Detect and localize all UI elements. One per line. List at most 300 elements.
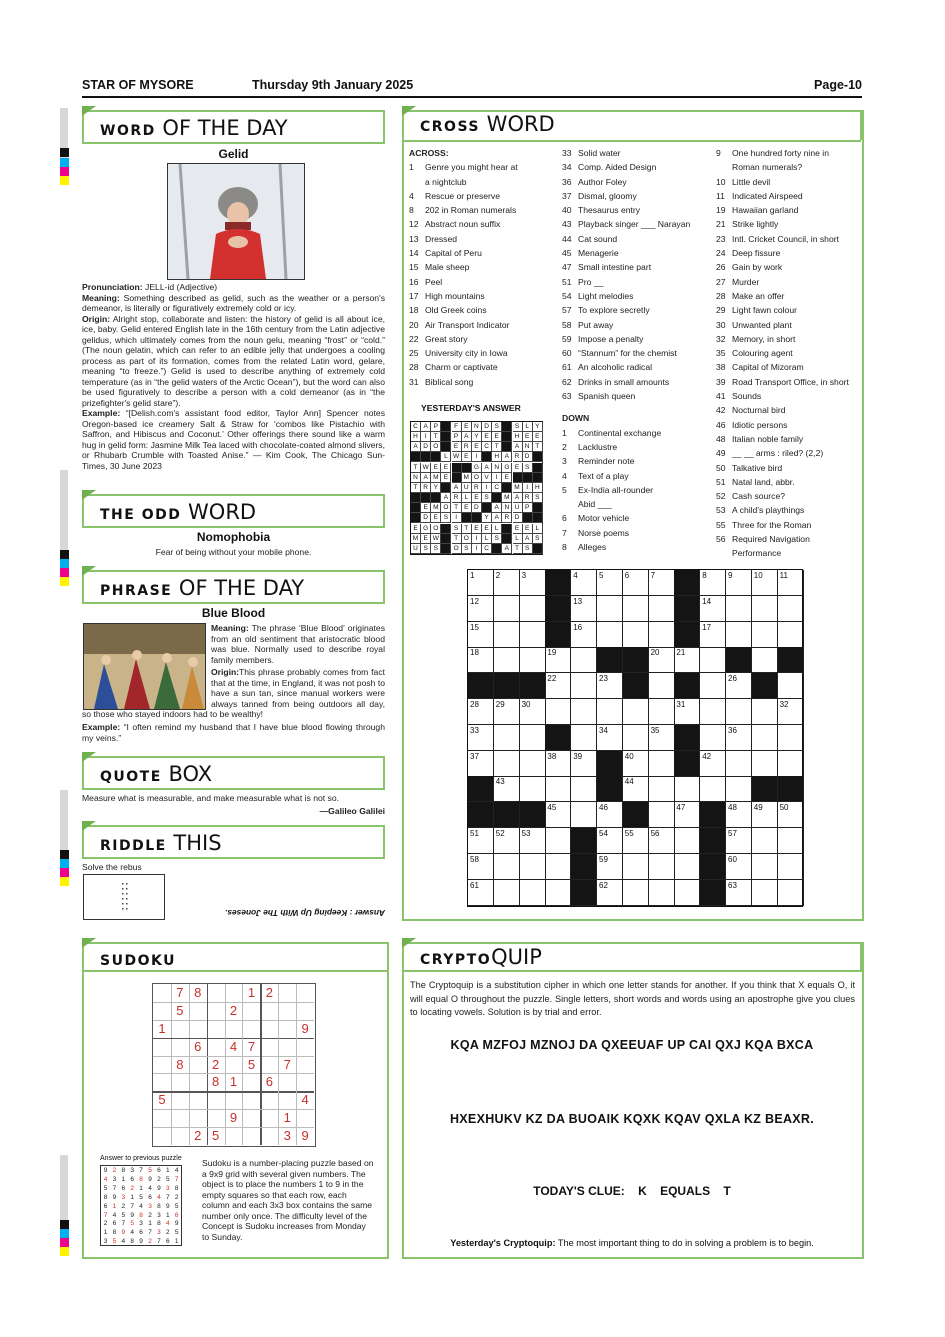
answer-letter: A <box>421 473 431 483</box>
clue-list <box>716 146 860 561</box>
sudoku-empty-cell[interactable] <box>207 984 225 1002</box>
answer-letter: Y <box>482 513 492 523</box>
sudoku-empty-cell[interactable] <box>296 1109 314 1127</box>
crossword-cell[interactable] <box>494 647 520 673</box>
sudoku-empty-cell[interactable] <box>207 1020 225 1038</box>
crossword-cell[interactable] <box>545 647 571 673</box>
cell-number: 9 <box>728 571 733 580</box>
banner-underline <box>403 140 861 142</box>
clue-text: Alleges <box>578 542 607 553</box>
answer-digit: 4 <box>103 1175 108 1183</box>
cell-number: 49 <box>753 803 763 813</box>
sudoku-empty-cell[interactable] <box>260 1091 278 1109</box>
banner-title-big: QUIP <box>491 945 542 969</box>
clue-number: 9 <box>716 148 721 158</box>
crossword-cell[interactable] <box>545 854 571 880</box>
answer-letter: P <box>431 422 441 432</box>
clue-item <box>716 532 860 546</box>
crossword-cell[interactable] <box>520 751 546 777</box>
crossword-cell[interactable] <box>649 622 675 648</box>
cell-number: 7 <box>650 571 656 580</box>
clue-item <box>562 440 712 454</box>
crossword-cell[interactable] <box>494 776 520 802</box>
crossword-cell[interactable] <box>494 596 520 622</box>
sudoku-given: 9 <box>229 1110 238 1126</box>
sudoku-empty-cell[interactable] <box>153 1038 171 1056</box>
crossword-cell[interactable] <box>649 699 675 725</box>
clue-text: Continental exchange <box>578 427 662 438</box>
clue-item <box>716 318 860 332</box>
sudoku-empty-cell[interactable] <box>242 1091 260 1109</box>
crossword-cell[interactable] <box>752 622 778 648</box>
register-swatch <box>60 176 69 185</box>
answer-letter: A <box>411 442 421 452</box>
crossword-cell[interactable] <box>700 622 726 648</box>
crossword-cell[interactable] <box>494 828 520 854</box>
clue-number: 42 <box>716 405 726 416</box>
crossword-cell[interactable] <box>571 751 597 777</box>
answer-letter: E <box>441 473 451 483</box>
sudoku-empty-cell[interactable] <box>278 1038 296 1056</box>
crossword-cell[interactable] <box>494 751 520 777</box>
crossword-cell[interactable] <box>778 725 804 751</box>
answer-digit: 4 <box>157 1193 161 1201</box>
crossword-cell[interactable] <box>545 776 571 802</box>
crossword-cell[interactable] <box>597 570 623 596</box>
clue-number <box>716 546 732 560</box>
answer-letter: U <box>411 544 421 554</box>
crossword-cell[interactable] <box>726 802 752 828</box>
crossword-cell[interactable] <box>674 854 700 880</box>
banner-title-big: OF THE DAY <box>155 116 288 140</box>
sudoku-empty-cell[interactable] <box>225 1127 243 1145</box>
clue-number: 25 <box>409 348 419 359</box>
crossword-cell[interactable] <box>520 570 546 596</box>
register-swatch <box>60 158 69 167</box>
clue-item <box>409 332 554 346</box>
crossword-cell[interactable] <box>726 596 752 622</box>
sudoku-empty-cell[interactable] <box>260 1056 278 1074</box>
cell-number: 2 <box>495 571 501 580</box>
crossword-cell[interactable] <box>752 699 778 725</box>
crossword-cell[interactable] <box>700 647 726 673</box>
crossword-cell[interactable] <box>571 725 597 751</box>
answer-letter: S <box>482 493 492 503</box>
answer-digit: 4 <box>121 1238 126 1246</box>
clue-text: Rescue or preserve <box>425 190 500 201</box>
sudoku-empty-cell[interactable] <box>207 1038 225 1056</box>
clue-text: Make an offer <box>732 290 785 301</box>
sudoku-empty-cell[interactable] <box>278 984 296 1002</box>
crossword-cell[interactable] <box>468 699 494 725</box>
sudoku-empty-cell[interactable] <box>153 1073 171 1091</box>
answer-letter: H <box>411 432 421 442</box>
crossword-cell[interactable] <box>597 622 623 648</box>
crossword-cell[interactable] <box>494 725 520 751</box>
clue-text: Solid water <box>578 148 621 158</box>
margin-bar <box>60 470 68 550</box>
crossword-cell[interactable] <box>700 673 726 699</box>
sudoku-empty-cell[interactable] <box>171 1091 189 1109</box>
answer-letter: Y <box>431 483 441 493</box>
crossword-cell[interactable] <box>778 570 804 596</box>
crossword-cell[interactable] <box>778 699 804 725</box>
crossword-cell[interactable] <box>752 647 778 673</box>
clue-number: 41 <box>716 391 726 402</box>
clue-item <box>409 303 554 317</box>
crossword-cell[interactable] <box>545 802 571 828</box>
answer-digit: 1 <box>112 1202 117 1210</box>
sudoku-empty-cell[interactable] <box>153 1002 171 1020</box>
crossword-cell[interactable] <box>726 776 752 802</box>
yesterday-cryptoquip-text: The most important thing to do in solving a problem is to begin. <box>555 1238 814 1248</box>
crossword-cell[interactable] <box>726 880 752 906</box>
crossword-cell[interactable] <box>597 699 623 725</box>
answer-letter: R <box>502 513 512 523</box>
crossword-cell[interactable] <box>571 699 597 725</box>
cell-number: 42 <box>702 751 712 761</box>
sudoku-empty-cell[interactable] <box>242 1109 260 1127</box>
clue-number: 56 <box>716 534 726 545</box>
answer-letter: E <box>411 524 421 534</box>
crossword-cell[interactable] <box>700 725 726 751</box>
sudoku-empty-cell[interactable] <box>278 1020 296 1038</box>
across-clues-col2 <box>562 146 712 554</box>
sudoku-empty-cell[interactable] <box>207 1091 225 1109</box>
answer-letter: S <box>533 534 543 544</box>
clue-number: 7 <box>562 527 567 538</box>
crossword-cell[interactable] <box>674 828 700 854</box>
sudoku-banner <box>82 942 389 972</box>
clue-number: 2 <box>562 441 567 452</box>
clue-item <box>716 160 860 174</box>
sudoku-empty-cell[interactable] <box>171 1038 189 1056</box>
crossword-cell[interactable] <box>700 751 726 777</box>
answer-digit: 6 <box>165 1238 170 1246</box>
sudoku-empty-cell[interactable] <box>171 1020 189 1038</box>
crossword-cell[interactable] <box>520 776 546 802</box>
banner-title-big: OF THE DAY <box>172 576 305 600</box>
sudoku-empty-cell[interactable] <box>153 1109 171 1127</box>
example: Example: “[Delish.com's assistant food editor, Taylor Ann] Spencer notes Oregon-based ice creamery Salt & Straw for ‘combos like Pistachio with Saffron, and Hibiscus and Coconut.’ Other offerings there sound like a warm hug in gelid form: Jasmine Milk Tea laced with chocolate-coated almond slivers, or Rhubarb Crumble with Toasted Anise.” — Kim Cook, The Chicago Sun-Times, 30 June 2023 <box>82 408 385 471</box>
sudoku-empty-cell[interactable] <box>278 1091 296 1109</box>
answer-digit: 2 <box>165 1229 170 1237</box>
sudoku-empty-cell[interactable] <box>260 1002 278 1020</box>
answer-letter: E <box>482 524 492 534</box>
crossword-cell[interactable] <box>752 570 778 596</box>
cell-number: 13 <box>573 596 583 606</box>
crossword-cell[interactable] <box>468 751 494 777</box>
crossword-cell[interactable] <box>752 596 778 622</box>
answer-letter: M <box>431 473 441 483</box>
crossword-cell[interactable] <box>468 725 494 751</box>
crossword-cell[interactable] <box>571 776 597 802</box>
crossword-cell[interactable] <box>778 828 804 854</box>
crossword-cell[interactable] <box>494 699 520 725</box>
crossword-cell[interactable] <box>494 854 520 880</box>
crossword-cell[interactable] <box>649 828 675 854</box>
cryptoquip-banner <box>402 942 862 972</box>
crossword-cell[interactable] <box>597 854 623 880</box>
paper-name: STAR OF MYSORE <box>82 78 194 92</box>
answer-letter: S <box>421 544 431 554</box>
crossword-block <box>700 854 726 880</box>
crossword-cell[interactable] <box>674 880 700 906</box>
clue-item <box>562 469 712 483</box>
crossword-cell[interactable] <box>468 622 494 648</box>
sudoku-empty-cell[interactable] <box>296 1002 314 1020</box>
answer-letter: C <box>482 544 492 554</box>
crossword-cell[interactable] <box>649 854 675 880</box>
answer-letter: V <box>482 473 492 483</box>
sudoku-empty-cell[interactable] <box>153 984 171 1002</box>
crossword-cell[interactable] <box>623 880 649 906</box>
crossword-cell[interactable] <box>545 828 571 854</box>
crossword-cell[interactable] <box>674 776 700 802</box>
answer-letter: S <box>492 534 502 544</box>
clue-text: Genre you might hear at <box>425 162 518 173</box>
sudoku-empty-cell[interactable] <box>189 1020 207 1038</box>
sudoku-empty-cell[interactable] <box>242 1127 260 1145</box>
answer-block <box>441 432 451 442</box>
sudoku-empty-cell[interactable] <box>278 1073 296 1091</box>
crossword-cell[interactable] <box>752 802 778 828</box>
crossword-block <box>674 570 700 596</box>
crossword-cell[interactable] <box>597 673 623 699</box>
clue-text: Thesaurus entry <box>578 205 641 216</box>
sudoku-empty-cell[interactable] <box>153 1127 171 1145</box>
sudoku-empty-cell[interactable] <box>171 1073 189 1091</box>
crossword-cell[interactable] <box>494 622 520 648</box>
crossword-cell[interactable] <box>520 828 546 854</box>
crossword-cell[interactable] <box>545 751 571 777</box>
crossword-cell[interactable] <box>545 880 571 906</box>
crossword-cell[interactable] <box>520 699 546 725</box>
crossword-cell[interactable] <box>571 802 597 828</box>
crossword-cell[interactable] <box>674 647 700 673</box>
crossword-cell[interactable] <box>649 880 675 906</box>
answer-letter: P <box>452 432 462 442</box>
register-swatch <box>60 167 69 176</box>
sudoku-empty-cell[interactable] <box>242 1073 260 1091</box>
answer-digit: 7 <box>165 1193 170 1201</box>
answer-digit: 8 <box>139 1211 143 1219</box>
crossword-cell[interactable] <box>468 880 494 906</box>
clue-number: 55 <box>716 519 726 530</box>
sudoku-empty-cell[interactable] <box>260 1038 278 1056</box>
answer-digit: 5 <box>165 1175 170 1183</box>
crossword-cell[interactable] <box>778 802 804 828</box>
clue-item <box>716 217 860 231</box>
answer-digit: 9 <box>174 1220 179 1228</box>
sudoku-empty-cell[interactable] <box>225 1056 243 1074</box>
crossword-cell[interactable] <box>494 570 520 596</box>
crossword-block <box>700 828 726 854</box>
crossword-cell[interactable] <box>520 854 546 880</box>
crossword-block <box>674 673 700 699</box>
answer-letter: O <box>462 534 472 544</box>
sudoku-empty-cell[interactable] <box>225 1020 243 1038</box>
crossword-cell[interactable] <box>649 647 675 673</box>
crossword-cell[interactable] <box>571 570 597 596</box>
answer-letter: I <box>452 513 462 523</box>
crossword-cell[interactable] <box>520 647 546 673</box>
cell-number: 23 <box>599 674 608 684</box>
sudoku-empty-cell[interactable] <box>207 1109 225 1127</box>
crossword-cell[interactable] <box>649 596 675 622</box>
crossword-cell[interactable] <box>752 828 778 854</box>
answer-letter: T <box>411 483 421 493</box>
crossword-cell[interactable] <box>778 854 804 880</box>
sudoku-empty-cell[interactable] <box>189 1002 207 1020</box>
crossword-cell[interactable] <box>752 854 778 880</box>
answer-block <box>533 544 543 554</box>
crossword-cell[interactable] <box>778 622 804 648</box>
crossword-cell[interactable] <box>726 570 752 596</box>
sudoku-empty-cell[interactable] <box>189 1109 207 1127</box>
sudoku-empty-cell[interactable] <box>242 1020 260 1038</box>
clue-item <box>562 175 712 189</box>
crossword-cell[interactable] <box>597 725 623 751</box>
clue-number: 34 <box>562 162 572 173</box>
clue-text: Three for the Roman <box>732 519 812 530</box>
crossword-cell[interactable] <box>778 596 804 622</box>
answer-digit: 7 <box>148 1229 152 1237</box>
crossword-cell[interactable] <box>468 647 494 673</box>
sudoku-empty-cell[interactable] <box>296 1056 314 1074</box>
crossword-cell[interactable] <box>623 725 649 751</box>
sudoku-empty-cell[interactable] <box>225 984 243 1002</box>
sudoku-empty-cell[interactable] <box>260 1127 278 1145</box>
sudoku-empty-cell[interactable] <box>296 1038 314 1056</box>
crossword-cell[interactable] <box>726 622 752 648</box>
crossword-cell[interactable] <box>726 725 752 751</box>
crossword-cell[interactable] <box>649 802 675 828</box>
crossword-cell[interactable] <box>649 776 675 802</box>
crossword-cell[interactable] <box>520 725 546 751</box>
sudoku-empty-cell[interactable] <box>171 1127 189 1145</box>
sudoku-empty-cell[interactable] <box>296 1073 314 1091</box>
sudoku-empty-cell[interactable] <box>225 1091 243 1109</box>
crossword-cell[interactable] <box>468 570 494 596</box>
crossword-cell[interactable] <box>752 751 778 777</box>
crossword-cell[interactable] <box>778 880 804 906</box>
answer-letter: S <box>523 544 533 554</box>
sudoku-empty-cell[interactable] <box>207 1002 225 1020</box>
crossword-cell[interactable] <box>726 751 752 777</box>
crossword-cell[interactable] <box>623 828 649 854</box>
crossword-cell[interactable] <box>494 880 520 906</box>
answer-letter: L <box>482 534 492 544</box>
crossword-block <box>597 751 623 777</box>
crossword-block <box>674 751 700 777</box>
crossword-cell[interactable] <box>649 673 675 699</box>
crossword-cell[interactable] <box>726 699 752 725</box>
crossword-cell[interactable] <box>752 725 778 751</box>
crossword-cell[interactable] <box>597 828 623 854</box>
crossword-cell[interactable] <box>468 828 494 854</box>
crossword-cell[interactable] <box>674 699 700 725</box>
cell-number: 5 <box>599 571 604 580</box>
crossword-cell[interactable] <box>649 570 675 596</box>
crossword-cell[interactable] <box>468 596 494 622</box>
crossword-cell[interactable] <box>623 699 649 725</box>
crossword-cell[interactable] <box>520 880 546 906</box>
sudoku-empty-cell[interactable] <box>260 1020 278 1038</box>
crossword-cell[interactable] <box>597 596 623 622</box>
sudoku-empty-cell[interactable] <box>189 1056 207 1074</box>
crossword-cell[interactable] <box>623 570 649 596</box>
crossword-cell[interactable] <box>726 854 752 880</box>
crossword-cell[interactable] <box>674 802 700 828</box>
crossword-cell[interactable] <box>571 596 597 622</box>
sudoku-empty-cell[interactable] <box>260 1109 278 1127</box>
sudoku-empty-cell[interactable] <box>242 1002 260 1020</box>
sudoku-empty-cell[interactable] <box>189 1073 207 1091</box>
crossword-cell[interactable] <box>623 776 649 802</box>
register-swatch <box>60 850 69 859</box>
answer-letter: E <box>452 442 462 452</box>
crossword-cell[interactable] <box>778 673 804 699</box>
answer-block <box>523 473 533 483</box>
sudoku-empty-cell[interactable] <box>189 1091 207 1109</box>
clue-item <box>562 483 712 497</box>
sudoku-empty-cell[interactable] <box>296 984 314 1002</box>
answer-digit: 4 <box>139 1202 143 1210</box>
crossword-cell[interactable] <box>597 880 623 906</box>
clue-text: Little devil <box>732 176 771 187</box>
crossword-cell[interactable] <box>778 751 804 777</box>
sudoku-empty-cell[interactable] <box>153 1056 171 1074</box>
crossword-cell[interactable] <box>700 776 726 802</box>
crossword-cell[interactable] <box>726 828 752 854</box>
crossword-cell[interactable] <box>700 699 726 725</box>
answer-letter: D <box>421 442 431 452</box>
crossword-cell[interactable] <box>623 751 649 777</box>
clue-item <box>716 546 860 560</box>
answer-digit: 2 <box>112 1167 117 1174</box>
crossword-cell[interactable] <box>752 880 778 906</box>
cell-number: 22 <box>547 674 557 684</box>
crossword-cell[interactable] <box>571 673 597 699</box>
crossword-cell[interactable] <box>623 596 649 622</box>
crossword-cell[interactable] <box>545 673 571 699</box>
answer-digit: 2 <box>103 1220 108 1228</box>
crossword-cell[interactable] <box>623 854 649 880</box>
crossword-cell[interactable] <box>700 596 726 622</box>
sudoku-grid[interactable] <box>152 983 316 1147</box>
answer-digit: 3 <box>103 1238 108 1246</box>
crossword-cell[interactable] <box>597 802 623 828</box>
crossword-cell[interactable] <box>649 725 675 751</box>
crossword-cell[interactable] <box>520 622 546 648</box>
crossword-grid[interactable] <box>467 569 803 907</box>
crossword-cell[interactable] <box>545 699 571 725</box>
crossword-cell[interactable] <box>571 622 597 648</box>
crossword-cell[interactable] <box>726 673 752 699</box>
sudoku-empty-cell[interactable] <box>171 1109 189 1127</box>
answer-letter: U <box>462 483 472 493</box>
crossword-cell[interactable] <box>700 570 726 596</box>
crossword-cell[interactable] <box>571 647 597 673</box>
crossword-cell[interactable] <box>520 596 546 622</box>
clue-text: Spanish queen <box>578 391 636 402</box>
sudoku-empty-cell[interactable] <box>278 1002 296 1020</box>
clue-text: Pro __ <box>578 276 604 287</box>
crossword-cell[interactable] <box>649 751 675 777</box>
crossword-cell[interactable] <box>468 854 494 880</box>
crossword-cell[interactable] <box>623 622 649 648</box>
